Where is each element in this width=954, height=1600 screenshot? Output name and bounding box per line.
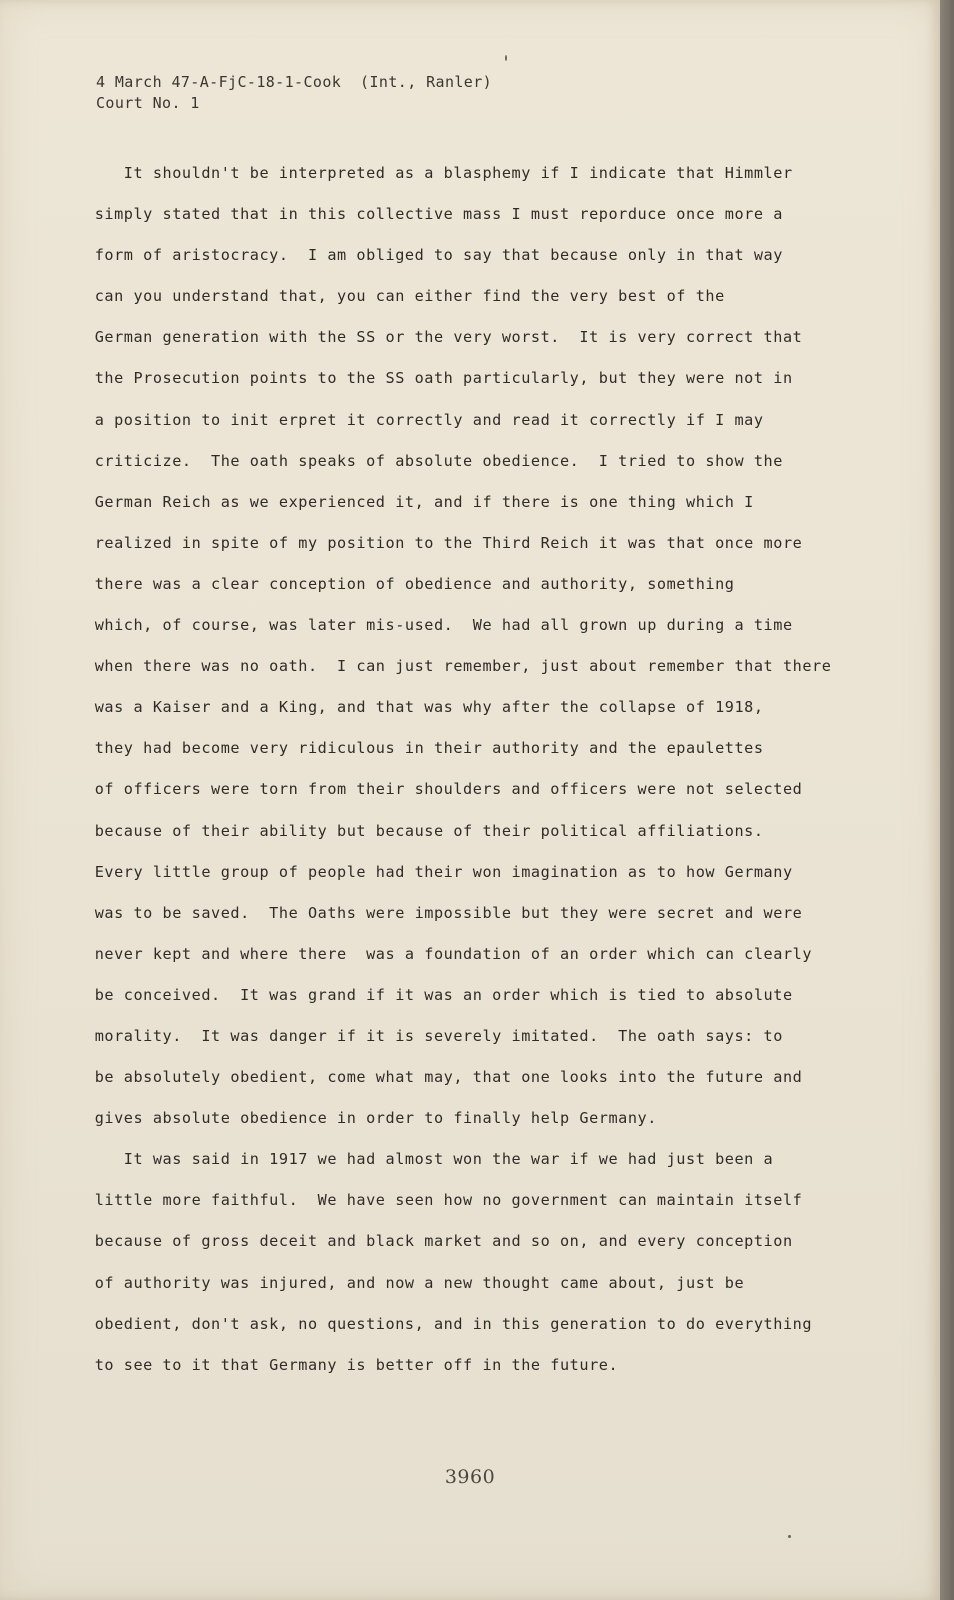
text-line: be absolutely obedient, come what may, that one looks into the future and [85,1068,803,1087]
text-line: of officers were torn from their shoulders and officers were not selected [85,780,803,799]
text-line: simply stated that in this collective mass I must reporduce once more a [85,205,783,224]
text-line: a position to init erpret it correctly and read it correctly if I may [85,410,764,429]
paper-speck [788,1535,791,1538]
text-line: the Prosecution points to the SS oath particularly, but they were not in [85,369,793,388]
text-line: form of aristocracy. I am obliged to say that because only in that way [85,246,783,265]
text-line: German Reich as we experienced it, and if there is one thing which I [85,492,754,511]
text-line: was to be saved. The Oaths were impossible but they were secret and were [85,903,803,922]
text-line: It shouldn't be interpreted as a blasphemy if I indicate that Himmler [85,164,793,182]
text-line: German generation with the SS or the very worst. It is very correct that [85,328,803,347]
text-line: because of gross deceit and black market and so on, and every conception [85,1232,793,1251]
text-line: they had become very ridiculous in their authority and the epaulettes [85,739,764,758]
text-line: It was said in 1917 we had almost won the war if we had just been a [85,1150,774,1169]
page-number: 3960 [444,1466,496,1488]
text-line: realized in spite of my position to the Third Reich it was that once more [85,533,803,552]
text-line: criticize. The oath speaks of absolute obedience. I tried to show the [85,451,783,470]
document-header [96,72,492,114]
transcript-body [85,153,875,1386]
text-line: of authority was injured, and now a new thought came about, just be [85,1273,745,1292]
text-line: obedient, don't ask, no questions, and in this generation to do everything [85,1314,813,1333]
text-line: was a Kaiser and a King, and that was why after the collapse of 1918, [85,698,764,717]
text-line: morality. It was danger if it is severely imitated. The oath says: to [85,1026,783,1045]
text-line: little more faithful. We have seen how no government can maintain itself [85,1191,803,1210]
paper-speck [505,55,507,61]
text-line: when there was no oath. I can just remember, just about remember that there [85,657,832,676]
header-citation: 4 March 47-A-FjC-18-1-Cook (Int., Ranler) [96,73,493,91]
page-edge [940,0,954,1600]
text-line: never kept and where there was a foundation of an order which can clearly [85,944,813,963]
text-line: can you understand that, you can either find the very best of the [85,287,725,306]
text-line: because of their ability but because of their political affiliations. [85,821,764,840]
text-line: be conceived. It was grand if it was an order which is tied to absolute [85,985,793,1004]
text-line: to see to it that Germany is better off in the future. [85,1355,619,1374]
text-line: which, of course, was later mis-used. We had all grown up during a time [85,616,793,635]
text-line: Every little group of people had their won imagination as to how Germany [85,862,793,881]
header-court: Court No. 1 [96,94,200,112]
text-line: gives absolute obedience in order to finally help Germany. [85,1109,657,1128]
text-line: there was a clear conception of obedience and authority, something [85,574,735,593]
